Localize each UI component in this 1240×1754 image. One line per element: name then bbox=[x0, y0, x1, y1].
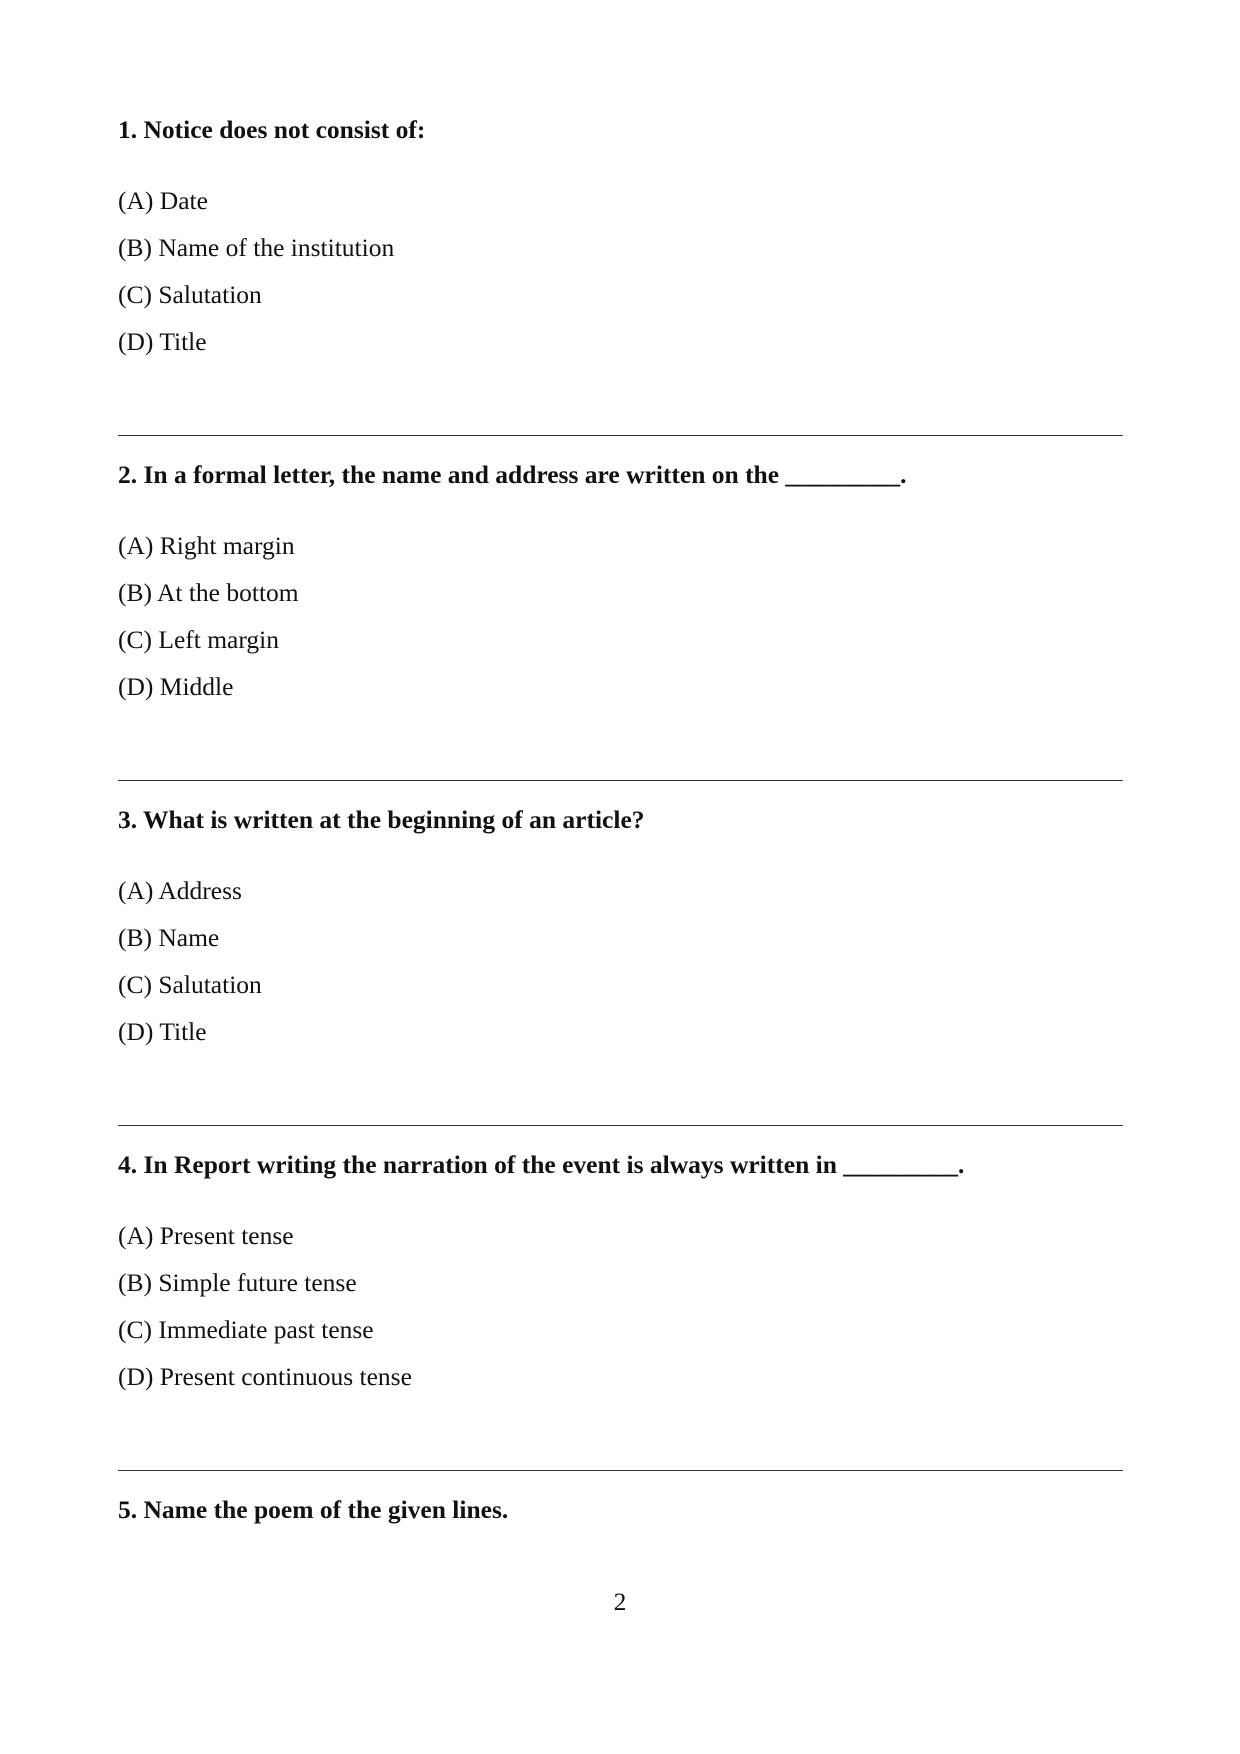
question-4-option-d: (D) Present continuous tense bbox=[118, 1362, 412, 1391]
question-1-option-d: (D) Title bbox=[118, 327, 207, 356]
question-1-text: 1. Notice does not consist of: bbox=[118, 115, 426, 144]
page-number: 2 bbox=[613, 1587, 627, 1616]
question-1-option-c: (C) Salutation bbox=[118, 280, 262, 309]
question-4-option-b: (B) Simple future tense bbox=[118, 1268, 357, 1297]
question-divider bbox=[118, 1470, 1123, 1471]
question-divider bbox=[118, 780, 1123, 781]
question-2-option-c: (C) Left margin bbox=[118, 625, 279, 654]
question-3-option-a: (A) Address bbox=[118, 876, 242, 905]
question-3-option-d: (D) Title bbox=[118, 1017, 207, 1046]
question-2-text: 2. In a formal letter, the name and address are written on the _________. bbox=[118, 460, 907, 489]
question-divider bbox=[118, 1125, 1123, 1126]
question-2-option-a: (A) Right margin bbox=[118, 531, 295, 560]
question-divider bbox=[118, 435, 1123, 436]
question-3-option-c: (C) Salutation bbox=[118, 970, 262, 999]
question-1-option-a: (A) Date bbox=[118, 186, 208, 215]
question-5-text: 5. Name the poem of the given lines. bbox=[118, 1495, 509, 1524]
question-4-option-a: (A) Present tense bbox=[118, 1221, 294, 1250]
question-1-option-b: (B) Name of the institution bbox=[118, 233, 395, 262]
question-3-text: 3. What is written at the beginning of an article? bbox=[118, 805, 645, 834]
question-3-option-b: (B) Name bbox=[118, 923, 220, 952]
question-2-option-d: (D) Middle bbox=[118, 672, 234, 701]
question-4-text: 4. In Report writing the narration of the event is always written in _________. bbox=[118, 1150, 965, 1179]
question-4-option-c: (C) Immediate past tense bbox=[118, 1315, 374, 1344]
question-2-option-b: (B) At the bottom bbox=[118, 578, 299, 607]
